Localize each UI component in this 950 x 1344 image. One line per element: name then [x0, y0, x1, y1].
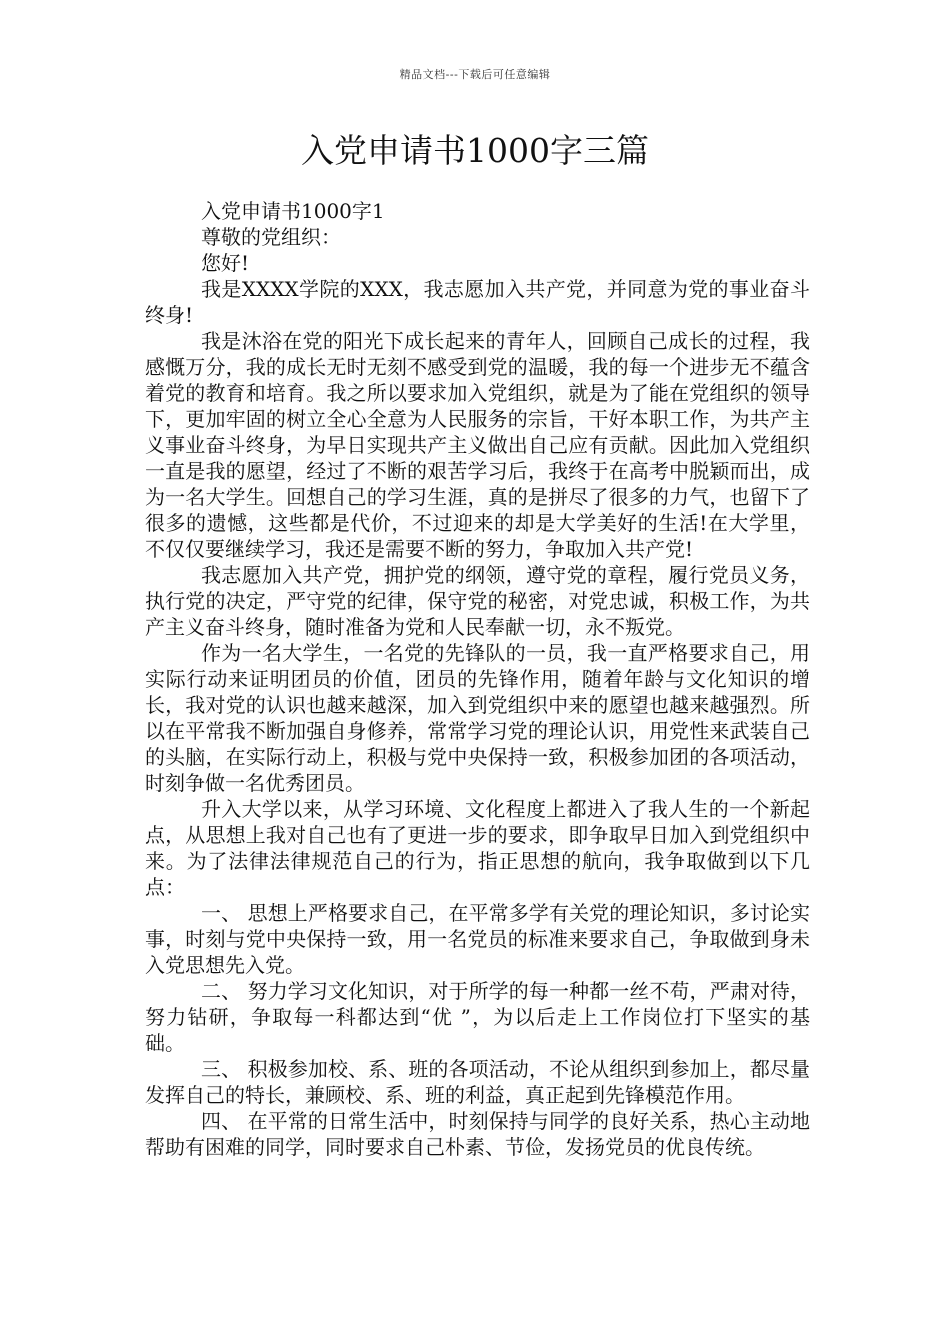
document-body — [145, 198, 810, 1160]
list-item-1: 一、 思想上严格要求自己，在平常多学有关党的理论知识，多讨论实事，时刻与党中央保持一致，用一名党员的标准来要求自己，争取做到身未入党思想先入党。 — [145, 901, 810, 977]
greeting: 您好! — [201, 251, 250, 275]
list-item-3: 三、 积极参加校、系、班的各项活动，不论从组织到参加上，都尽量发挥自己的特长，兼顾校、系、班的利益，真正起到先锋模范作用。 — [145, 1057, 810, 1107]
header-note: 精品文档---下载后可任意编辑 — [399, 68, 551, 81]
paragraph-university: 升入大学以来，从学习环境、文化程度上都进入了我人生的一个新起点，从思想上我对自己也有了更进一步的要求，即争取早日加入到党组织中来。为了法律法律规范自己的行为，指正思想的航向，我争取做到以下几点： — [145, 797, 810, 899]
paragraph-intro: 我是XXXX学院的XXX，我志愿加入共产党，并同意为党的事业奋斗终身! — [145, 277, 810, 327]
list-item-2: 二、 努力学习文化知识，对于所学的每一种都一丝不苟，严肃对待，努力钻研，争取每一科都达到“优 ”，为以后走上工作岗位打下坚实的基础。 — [145, 979, 810, 1055]
list-item-4: 四、 在平常的日常生活中，时刻保持与同学的良好关系，热心主动地帮助有困难的同学，同时要求自己朴素、节俭，发扬党员的优良传统。 — [145, 1109, 810, 1159]
paragraph-pledge: 我志愿加入共产党，拥护党的纲领，遵守党的章程，履行党员义务，执行党的决定，严守党的纪律，保守党的秘密，对党忠诚，积极工作，为共产主义奋斗终身，随时准备为党和人民奉献一切，永不叛党。 — [145, 563, 810, 639]
paragraph-student: 作为一名大学生，一名党的先锋队的一员，我一直严格要求自己，用实际行动来证明团员的价值，团员的先锋作用，随着年龄与文化知识的增长，我对党的认识也越来越深，加入到党组织中来的愿望也越来越强烈。所以在平常我不断加强自身修养，常常学习党的理论认识，用党性来武装自己的头脑，在实际行动上，积极与党中央保持一致，积极参加团的各项活动，时刻争做一名优秀团员。 — [145, 641, 810, 795]
paragraph-growth: 我是沐浴在党的阳光下成长起来的青年人，回顾自己成长的过程，我感慨万分，我的成长无时无刻不感受到党的温暖，我的每一个进步无不蕴含着党的教育和培育。我之所以要求加入党组织，就是为了能在党组织的领导下，更加牢固的树立全心全意为人民服务的宗旨，干好本职工作，为共产主义事业奋斗终身，为早日实现共产主义做出自己应有贡献。因此加入党组织一直是我的愿望，经过了不断的艰苦学习后，我终于在高考中脱颖而出，成为一名大学生。回想自己的学习生涯，真的是拼尽了很多的力气，也留下了很多的遗憾，这些都是代价，不过迎来的却是大学美好的生活!在大学里，不仅仅要继续学习，我还是需要不断的努力，争取加入共产党! — [145, 329, 810, 561]
salutation: 尊敬的党组织： — [201, 225, 341, 249]
document-title: 入党申请书1000字三篇 — [301, 131, 649, 170]
section-heading: 入党申请书1000字1 — [201, 199, 385, 223]
